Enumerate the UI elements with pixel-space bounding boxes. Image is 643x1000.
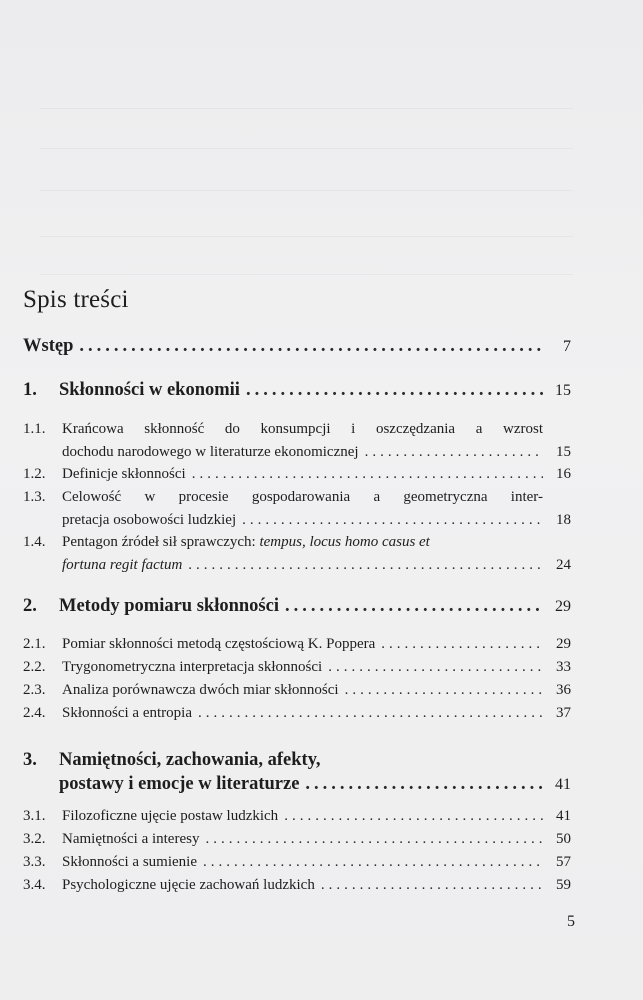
- toc-page-number: 57: [556, 854, 571, 870]
- section-title: Trygonometryczna interpretacja skłonności: [62, 659, 323, 675]
- section-title-continued: pretacja osobowości ludzkiej: [62, 512, 237, 528]
- dot-leader: [79, 336, 543, 357]
- show-through-line: [40, 274, 573, 275]
- toc-page-number: 29: [555, 598, 571, 615]
- toc-section-3-4: [23, 874, 571, 897]
- toc-section-1-3: [23, 486, 571, 532]
- dot-leader: [284, 805, 543, 828]
- section-number: 3.3.: [23, 854, 46, 870]
- toc-page-number: 50: [556, 831, 571, 847]
- section-number: 2.4.: [23, 705, 46, 721]
- show-through-line: [40, 190, 573, 191]
- toc-section-1-1: [23, 418, 571, 464]
- section-title: Definicje skłonności: [62, 466, 186, 482]
- toc-page-number: 41: [555, 776, 571, 793]
- dot-leader: [305, 772, 543, 796]
- dot-leader: [365, 441, 543, 464]
- section-title: Skłonności a sumienie: [62, 854, 197, 870]
- toc-section-3-2: [23, 828, 571, 851]
- dot-leader: [192, 463, 543, 486]
- section-title-continued: fortuna regit factum: [62, 557, 183, 573]
- dot-leader: [345, 679, 543, 702]
- show-through-line: [40, 108, 573, 109]
- section-number: 1.4.: [23, 534, 46, 550]
- section-number: 3.4.: [23, 877, 46, 893]
- section-number: 1.3.: [23, 489, 46, 505]
- toc-page-number: 33: [556, 659, 571, 675]
- toc-section-2-4: [23, 702, 571, 725]
- toc-entry-intro: [23, 336, 571, 357]
- dot-leader: [328, 656, 543, 679]
- chapter-title: Namiętności, zachowania, afekty,: [59, 750, 321, 770]
- dot-leader: [188, 554, 543, 577]
- toc-page-number: 16: [556, 466, 571, 482]
- dot-leader: [381, 633, 543, 656]
- section-title: Filozoficzne ujęcie postaw ludzkich: [62, 808, 279, 824]
- section-number: 2.2.: [23, 659, 46, 675]
- section-number: 2.3.: [23, 682, 46, 698]
- section-number: 3.1.: [23, 808, 46, 824]
- toc-chapter-3: [23, 748, 571, 797]
- toc-section-1-4: [23, 531, 571, 577]
- toc-section-2-3: [23, 679, 571, 702]
- section-title: Pomiar skłonności metodą częstościową K. Poppera: [62, 636, 376, 652]
- toc-page-number: 41: [556, 808, 571, 824]
- section-title-continued: dochodu narodowego w literaturze ekonomicznej: [62, 444, 359, 460]
- section-title-italic: tempus, locus homo casus et: [259, 534, 430, 550]
- page-folio-number: 5: [567, 913, 575, 930]
- section-number: 1.1.: [23, 421, 46, 437]
- dot-leader: [246, 380, 543, 401]
- section-title: Namiętności a interesy: [62, 831, 200, 847]
- dot-leader: [242, 509, 543, 532]
- show-through-line: [40, 236, 573, 237]
- show-through-line: [40, 148, 573, 149]
- section-title: Skłonności a entropia: [62, 705, 192, 721]
- toc-section-2-2: [23, 656, 571, 679]
- section-title: Celowość w procesie gospodarowania a geometryczna inter-: [62, 489, 543, 505]
- section-title: Psychologiczne ujęcie zachowań ludzkich: [62, 877, 315, 893]
- toc-page-number: 15: [556, 444, 571, 460]
- dot-leader: [285, 596, 543, 617]
- toc-section-3-1: [23, 805, 571, 828]
- chapter-title: Skłonności w ekonomii: [59, 380, 240, 400]
- page-title: Spis treści: [23, 286, 129, 313]
- dot-leader: [203, 851, 543, 874]
- toc-page-number: 24: [556, 557, 571, 573]
- toc-section-3-3: [23, 851, 571, 874]
- chapter-title-continued: postawy i emocje w literaturze: [59, 774, 300, 794]
- dot-leader: [198, 702, 543, 725]
- toc-chapter-1: [23, 380, 571, 401]
- toc-page-number: 15: [555, 382, 571, 399]
- toc-page-number: 59: [556, 877, 571, 893]
- toc-page-number: 7: [563, 338, 571, 355]
- toc-chapter-2: [23, 596, 571, 617]
- section-title: Pentagon źródeł sił sprawczych:: [62, 534, 260, 550]
- toc-section-1-2: [23, 463, 571, 486]
- toc-page-number: 29: [556, 636, 571, 652]
- toc-section-2-1: [23, 633, 571, 656]
- dot-leader: [205, 828, 543, 851]
- section-title: Analiza porównawcza dwóch miar skłonności: [62, 682, 339, 698]
- toc-entry-label: Wstęp: [23, 336, 74, 356]
- dot-leader: [321, 874, 543, 897]
- toc-page-number: 37: [556, 705, 571, 721]
- chapter-number: 3.: [23, 750, 37, 770]
- chapter-title: Metody pomiaru skłonności: [59, 596, 279, 616]
- toc-page-number: 18: [556, 512, 571, 528]
- section-title: Krańcowa skłonność do konsumpcji i oszczędzania a wzrost: [62, 421, 543, 437]
- section-number: 2.1.: [23, 636, 46, 652]
- chapter-number: 1.: [23, 380, 37, 400]
- toc-page-number: 36: [556, 682, 571, 698]
- section-number: 3.2.: [23, 831, 46, 847]
- chapter-number: 2.: [23, 596, 37, 616]
- section-number: 1.2.: [23, 466, 46, 482]
